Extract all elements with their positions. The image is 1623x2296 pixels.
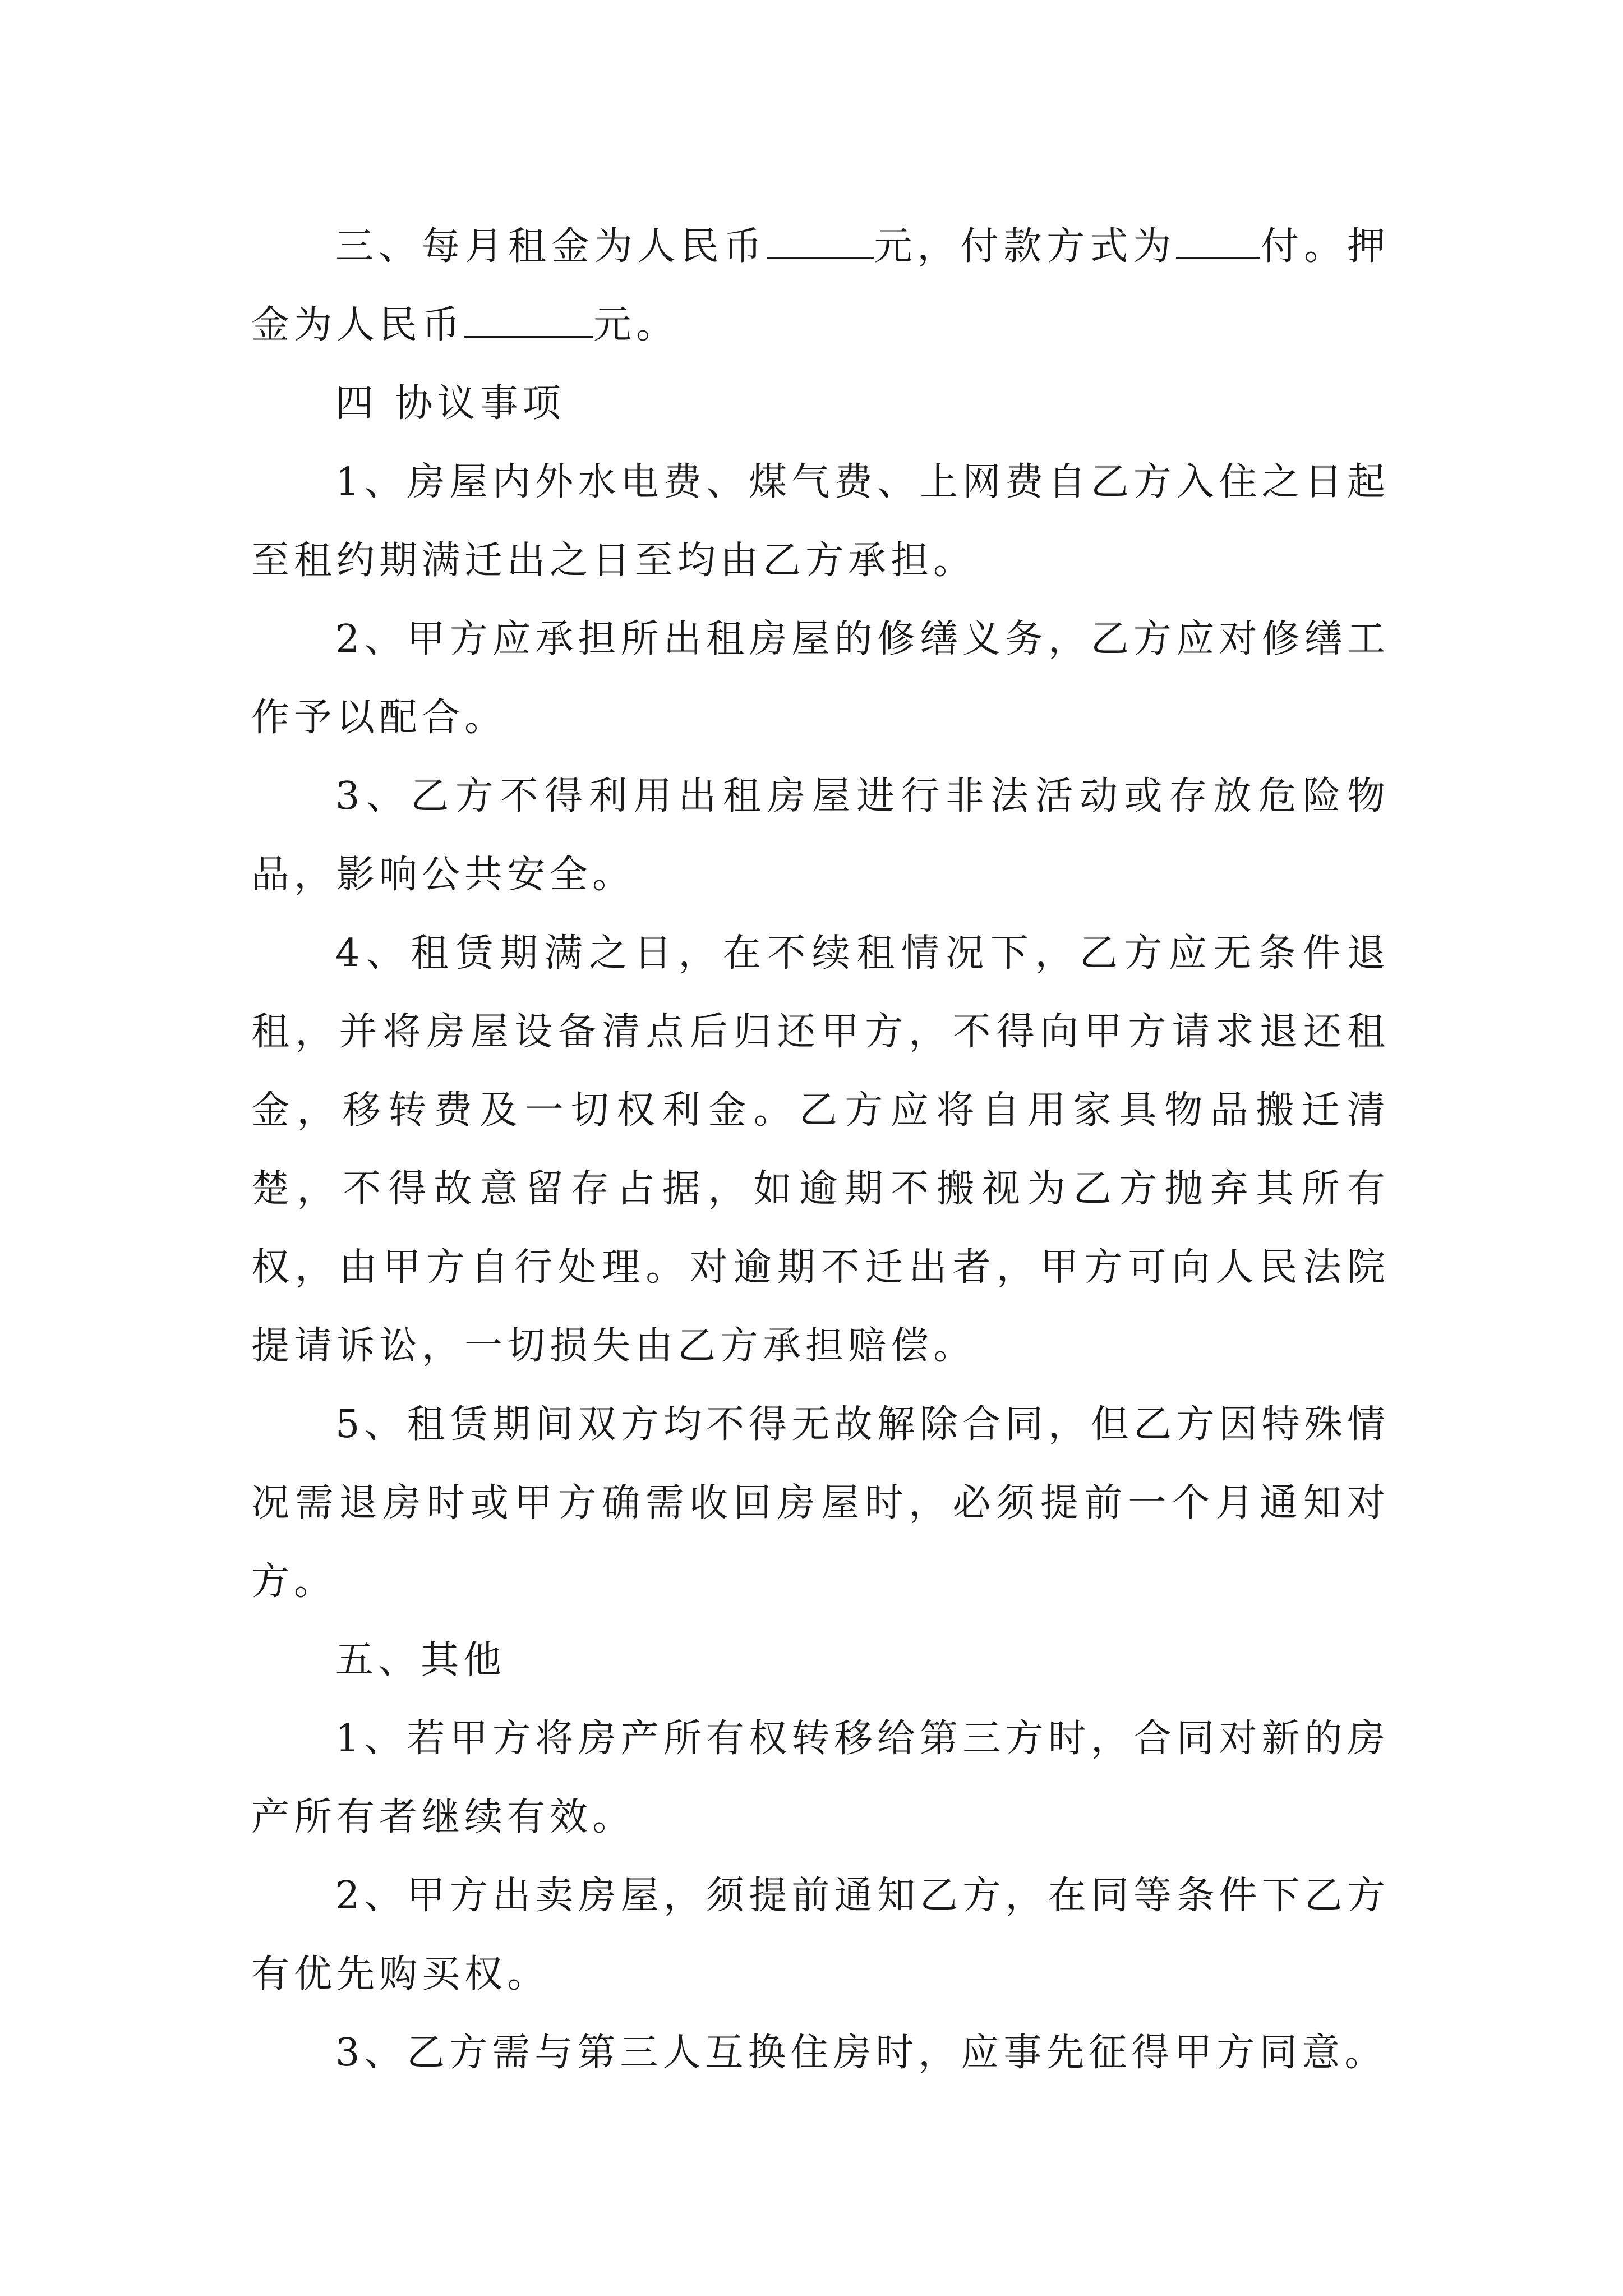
- section4-item-1: 1、房屋内外水电费、煤气费、上网费自乙方入住之日起至租约期满迁出之日至均由乙方承担。: [251, 460, 1390, 583]
- deposit-suffix: 元。: [593, 303, 679, 347]
- rent-amount-blank: [767, 224, 874, 259]
- section5-item-2: 2、甲方出卖房屋，须提前通知乙方，在同等条件下乙方有优先购买权。: [251, 1874, 1390, 1996]
- section4-item-5: 5、租赁期间双方均不得无故解除合同，但乙方因特殊情况需退房时或甲方确需收回房屋时，必须提前一个月通知对方。: [251, 1402, 1390, 1604]
- section4-item-2: 2、甲方应承担所出租房屋的修缮义务，乙方应对修缮工作予以配合。: [251, 617, 1390, 740]
- document-page: [251, 208, 1390, 2092]
- pay-suffix: 付。押金为人民币: [251, 224, 1390, 347]
- payment-method-blank: [1176, 224, 1260, 259]
- section4-item-4: 4、租赁期满之日，在不续租情况下，乙方应无条件退租，并将房屋设备清点后归还甲方，不得向甲方请求退还租金，移转费及一切权利金。乙方应将自用家具物品搬迁清楚，不得故意留存占据，如逾期不搬视为乙方抛弃其所有权，由甲方自行处理。对逾期不迁出者，甲方可向人民法院提请诉讼，一切损失由乙方承担赔偿。: [251, 931, 1390, 1368]
- section5-heading: 五、其他: [335, 1638, 506, 1682]
- section5-item-3: 3、乙方需与第三人互换住房时，应事先征得甲方同意。: [335, 2031, 1387, 2075]
- section5-item-1: 1、若甲方将房产所有权转移给第三方时，合同对新的房产所有者继续有效。: [251, 1717, 1390, 1839]
- section4-item-3: 3、乙方不得利用出租房屋进行非法活动或存放危险物品，影响公共安全。: [251, 774, 1390, 897]
- rent-clause: [251, 208, 1390, 365]
- deposit-amount-blank: [464, 302, 593, 338]
- rent-suffix: 元，付款方式为: [873, 224, 1177, 269]
- rent-prefix: 三、每月租金为人民币: [335, 224, 767, 269]
- section4-heading: 四 协议事项: [335, 381, 565, 426]
